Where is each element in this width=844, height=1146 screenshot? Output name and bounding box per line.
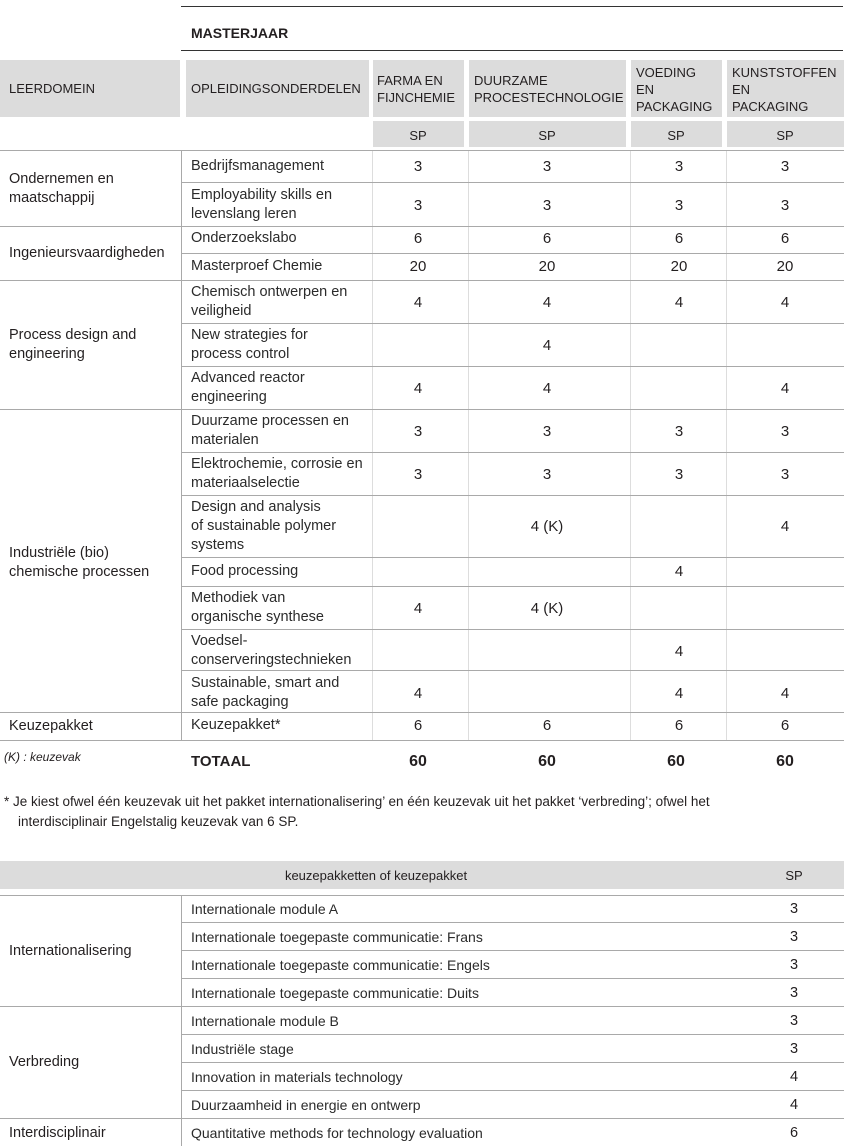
- totaal-value: 60: [667, 753, 685, 770]
- sp-value: 4: [780, 684, 790, 702]
- sp-value: 3: [413, 158, 423, 175]
- sp-label: SP: [538, 128, 556, 143]
- course-name: Elektrochemie, corrosie en materiaalselectie: [191, 456, 363, 491]
- row-rule: [182, 253, 844, 254]
- sp-value: 4 (K): [530, 518, 564, 535]
- keuze-sp-value: 3: [789, 929, 799, 945]
- course-name: Sustainable, smart and safe packaging: [191, 675, 340, 710]
- sp-value: 3: [780, 465, 790, 483]
- sp-value: 3: [413, 196, 423, 214]
- title-rule: [181, 50, 843, 51]
- keuze-group-label: Interdisciplinair: [9, 1125, 106, 1141]
- sp-value: 3: [780, 196, 790, 214]
- top-rule: [181, 6, 843, 7]
- keuze-course-name: Internationale toegepaste communicatie: Duits: [191, 985, 479, 1001]
- course-name: Advanced reactor engineering: [191, 370, 305, 405]
- totaal-label: TOTAAL: [191, 753, 251, 770]
- row-rule: [0, 226, 844, 227]
- col-separator: [726, 150, 727, 740]
- keuze-sp-label: SP: [785, 868, 803, 883]
- sp-value: 20: [776, 258, 794, 275]
- course-name: Masterproef Chemie: [191, 258, 323, 274]
- domain-label: Industriële (bio) chemische processen: [9, 545, 150, 580]
- col-kunststof: KUNSTSTOFFEN EN PACKAGING: [732, 65, 837, 114]
- course-name: Food processing: [191, 563, 299, 579]
- course-name: Onderzoekslabo: [191, 230, 297, 246]
- keuze-course-name: Innovation in materials technology: [191, 1069, 403, 1085]
- col-duurzaam: DUURZAME PROCESTECHNOLOGIE: [474, 73, 624, 105]
- sp-value: 6: [780, 717, 790, 734]
- keuzevak-note: (K) : keuzevak: [4, 750, 81, 764]
- sp-value: 3: [542, 196, 552, 214]
- sp-value: 4: [413, 599, 423, 617]
- row-rule: [182, 557, 844, 558]
- keuze-sp-value: 3: [789, 957, 799, 973]
- keuze-rule: [0, 895, 844, 896]
- row-rule: [182, 629, 844, 630]
- keuze-course-name: Duurzaamheid in energie en ontwerp: [191, 1097, 421, 1113]
- row-rule: [0, 280, 844, 281]
- domain-label: Ingenieursvaardigheden: [9, 245, 165, 261]
- sp-value: 3: [542, 422, 552, 440]
- col-opleiding: OPLEIDINGSONDERDELEN: [191, 81, 361, 96]
- page-title: MASTERJAAR: [191, 25, 289, 41]
- course-name: Voedsel- conserveringstechnieken: [191, 633, 352, 668]
- course-name: Duurzame processen en materialen: [191, 413, 349, 448]
- sp-label: SP: [667, 128, 685, 143]
- row-rule: [182, 586, 844, 587]
- keuze-header-label: keuzepakketten of keuzepakket: [284, 868, 468, 883]
- keuze-row-rule: [182, 1034, 844, 1035]
- sp-value: 6: [542, 717, 552, 734]
- sp-value: 4 (K): [530, 599, 564, 617]
- col-separator: [372, 150, 373, 740]
- sp-value: 20: [409, 258, 427, 275]
- row-rule: [0, 150, 844, 151]
- sp-value: 4: [674, 293, 684, 311]
- keuze-sp-value: 3: [789, 1041, 799, 1057]
- sp-value: 20: [670, 258, 688, 275]
- keuze-row-rule: [182, 922, 844, 923]
- col-separator: [630, 150, 631, 740]
- sp-value: 3: [542, 158, 552, 175]
- keuze-group-label: Verbreding: [9, 1054, 80, 1070]
- sp-value: 3: [413, 422, 423, 440]
- domain-label: Process design and engineering: [9, 327, 137, 362]
- sp-value: 4: [413, 684, 423, 702]
- keuze-sp-value: 4: [789, 1097, 799, 1113]
- domain-label: Ondernemen en maatschappij: [9, 171, 114, 206]
- sp-value: 6: [674, 717, 684, 734]
- sp-value: 3: [674, 196, 684, 214]
- row-rule: [182, 452, 844, 453]
- keuze-course-name: Internationale module A: [191, 901, 339, 917]
- col-separator: [181, 150, 182, 740]
- keuze-rule: [0, 1006, 844, 1007]
- keuze-course-name: Internationale module B: [191, 1013, 339, 1029]
- sp-value: 4: [674, 563, 684, 580]
- course-name: Employability skills en levenslang leren: [191, 187, 333, 222]
- sp-value: 3: [542, 465, 552, 483]
- sp-label: SP: [776, 128, 794, 143]
- col-voeding: VOEDING EN PACKAGING: [636, 65, 713, 114]
- sp-value: 4: [780, 518, 790, 535]
- sp-label: SP: [409, 128, 427, 143]
- keuze-course-name: Internationale toegepaste communicatie: Frans: [191, 929, 483, 945]
- sp-value: 4: [413, 293, 423, 311]
- keuze-sp-value: 4: [789, 1069, 799, 1085]
- sp-value: 4: [542, 379, 552, 397]
- keuze-row-rule: [182, 978, 844, 979]
- keuze-rule: [0, 1118, 844, 1119]
- keuze-row-rule: [182, 950, 844, 951]
- sp-value: 4: [674, 684, 684, 702]
- row-rule: [0, 409, 844, 410]
- sp-value: 4: [542, 336, 552, 354]
- sp-value: 6: [413, 717, 423, 734]
- course-name: Bedrijfsmanagement: [191, 158, 324, 174]
- col-separator: [468, 150, 469, 740]
- totaal-value: 60: [776, 753, 794, 770]
- sp-value: 3: [674, 158, 684, 175]
- course-name: Keuzepakket*: [191, 717, 281, 733]
- footnote: * Je kiest ofwel één keuzevak uit het pakket internationalisering’ en één keuzevak uit het pakket ‘verbreding’; ofwel het interdisciplinair Engelstalig keuzevak van 6 SP.: [4, 794, 710, 829]
- domain-label: Keuzepakket: [9, 718, 93, 734]
- keuze-sp-value: 3: [789, 985, 799, 1001]
- sp-value: 3: [674, 422, 684, 440]
- row-rule: [0, 712, 844, 713]
- course-name: New strategies for process control: [191, 327, 308, 362]
- keuze-course-name: Quantitative methods for technology evaluation: [191, 1125, 483, 1141]
- keuze-sp-value: 3: [789, 1013, 799, 1029]
- keuze-sp-value: 3: [789, 901, 799, 917]
- keuze-row-rule: [182, 1062, 844, 1063]
- sp-value: 3: [674, 465, 684, 483]
- sp-value: 3: [780, 422, 790, 440]
- keuze-separator: [181, 896, 182, 1146]
- keuze-course-name: Industriële stage: [191, 1041, 294, 1057]
- row-rule: [182, 323, 844, 324]
- sp-value: 20: [538, 258, 556, 275]
- sp-value: 6: [542, 230, 552, 247]
- sp-value: 4: [413, 379, 423, 397]
- sp-value: 4: [780, 293, 790, 311]
- sp-value: 4: [542, 293, 552, 311]
- row-rule: [182, 366, 844, 367]
- sp-value: 4: [674, 642, 684, 660]
- sp-value: 6: [780, 230, 790, 247]
- totaal-value: 60: [538, 753, 556, 770]
- sp-value: 6: [413, 230, 423, 247]
- keuze-course-name: Internationale toegepaste communicatie: Engels: [191, 957, 490, 973]
- sp-value: 3: [780, 158, 790, 175]
- col-farma: FARMA EN FIJNCHEMIE: [377, 73, 455, 105]
- row-rule: [182, 182, 844, 183]
- keuze-sp-value: 6: [789, 1125, 799, 1141]
- sp-value: 6: [674, 230, 684, 247]
- row-rule: [182, 670, 844, 671]
- keuze-row-rule: [182, 1090, 844, 1091]
- row-rule: [0, 740, 844, 741]
- sp-value: 4: [780, 379, 790, 397]
- course-name: Methodiek van organische synthese: [191, 590, 324, 625]
- col-leerdomein: LEERDOMEIN: [9, 81, 95, 96]
- totaal-value: 60: [409, 753, 427, 770]
- keuze-group-label: Internationalisering: [9, 943, 132, 959]
- course-name: Design and analysis of sustainable polymer systems: [191, 499, 337, 553]
- row-rule: [182, 495, 844, 496]
- course-name: Chemisch ontwerpen en veiligheid: [191, 284, 348, 319]
- sp-value: 3: [413, 465, 423, 483]
